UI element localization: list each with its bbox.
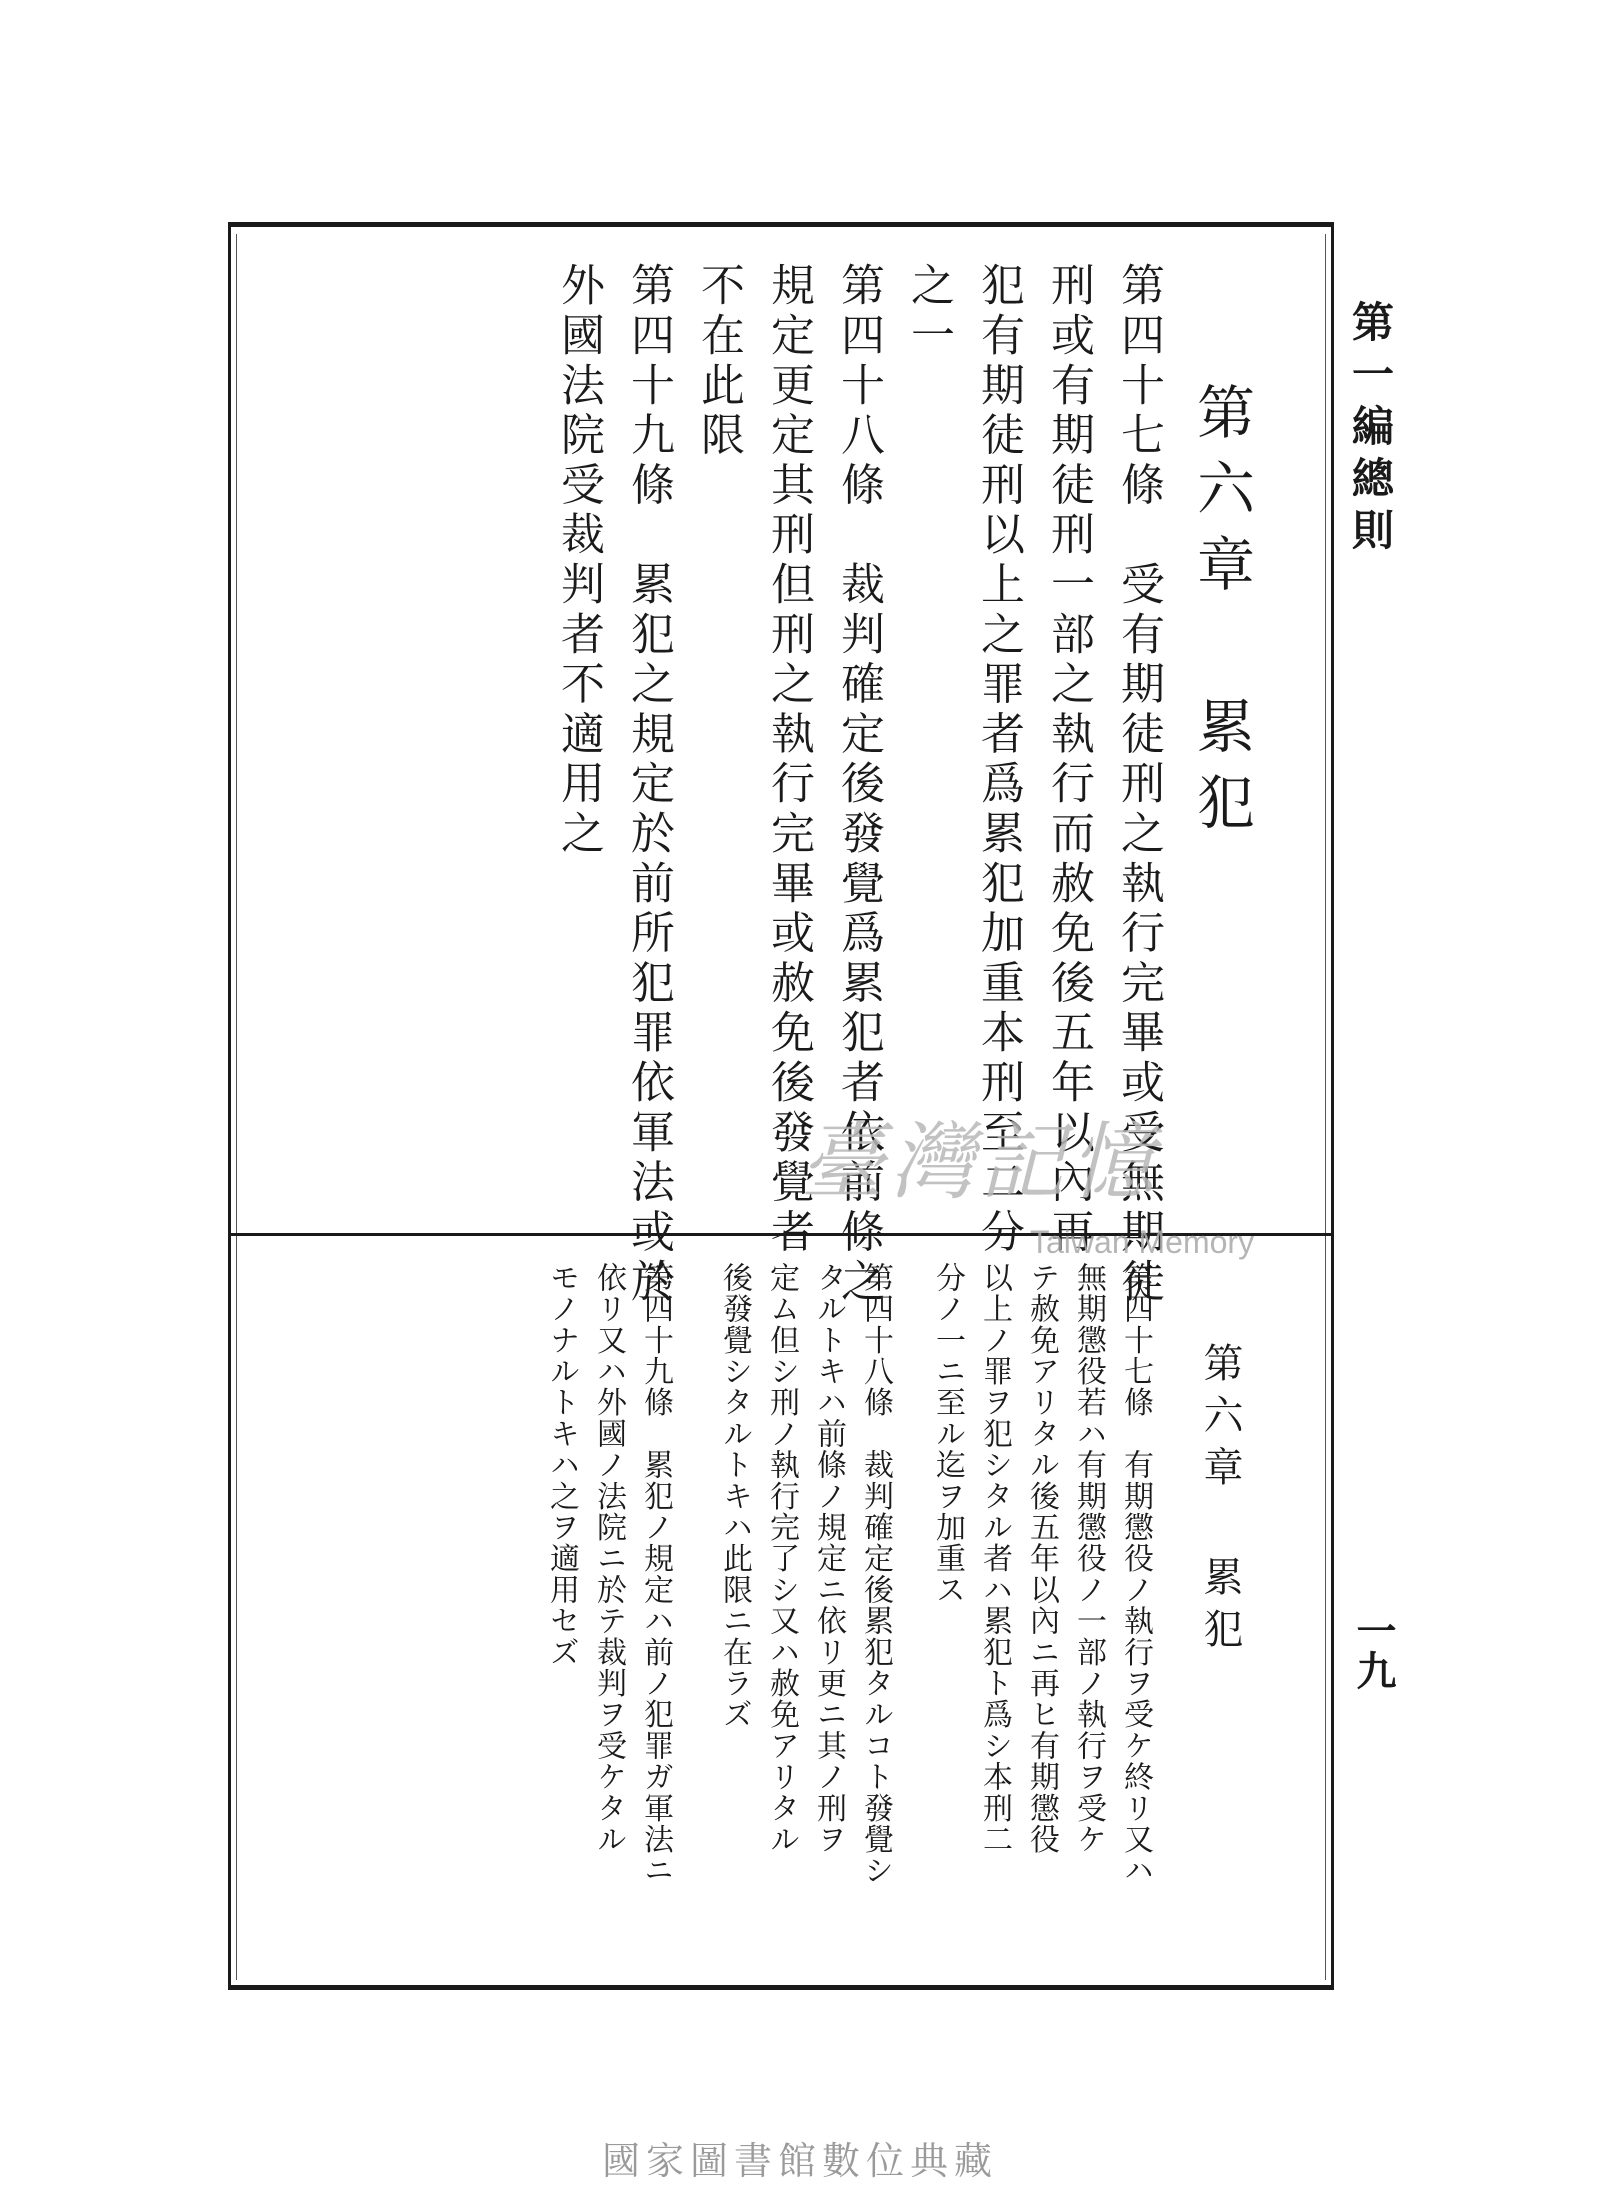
chinese-line: 第四十八條 裁判確定後發覺爲累犯者依前條之: [833, 262, 884, 1308]
chinese-line: 犯有期徒刑以上之罪者爲累犯加重本刑至二分: [973, 262, 1024, 1258]
chinese-line: 外國法院受裁判者不適用之: [553, 262, 604, 860]
japanese-line: 第四十八條 裁判確定後累犯タルコト發覺シ: [858, 1262, 893, 1886]
chinese-line: 第四十九條 累犯之規定於前所犯罪依軍法或於: [623, 262, 674, 1308]
chinese-line: 第四十七條 受有期徒刑之執行完畢或受無期徒: [1113, 262, 1164, 1308]
side-header: 第一編總則: [1346, 300, 1395, 560]
japanese-line: モノナルトキハ之ヲ適用セズ: [544, 1262, 579, 1668]
japanese-line: テ赦免アリタル後五年以內ニ再ヒ有期懲役: [1024, 1262, 1059, 1855]
japanese-line: 以上ノ罪ヲ犯シタル者ハ累犯ト爲シ本刑二: [977, 1262, 1012, 1855]
page-number: 一九: [1350, 1610, 1397, 1690]
japanese-chapter-heading: 第六章 累犯: [1197, 1342, 1243, 1660]
japanese-line: 無期懲役若ハ有期懲役ノ一部ノ執行ヲ受ケ: [1071, 1262, 1106, 1855]
chinese-line: 不在此限: [693, 262, 744, 462]
japanese-section: [300, 1262, 1300, 1942]
japanese-line: 分ノ一ニ至ル迄ヲ加重ス: [930, 1262, 965, 1606]
japanese-line: 定ム但シ刑ノ執行完了シ又ハ赦免アリタル: [764, 1262, 799, 1855]
japanese-line: 依リ又ハ外國ノ法院ニ於テ裁判ヲ受ケタル: [591, 1262, 626, 1855]
chinese-line: 刑或有期徒刑一部之執行而赦免後五年以內再: [1043, 262, 1094, 1258]
japanese-line: 第四十七條 有期懲役ノ執行ヲ受ケ終リ又ハ: [1118, 1262, 1153, 1886]
japanese-line: 第四十九條 累犯ノ規定ハ前ノ犯罪ガ軍法ニ: [638, 1262, 673, 1886]
watermark-english: Taiwan Memory: [1030, 1224, 1255, 1260]
footer-credit: 國家圖書館數位典藏: [601, 2139, 998, 2183]
watermark-chars: 臺灣記憶: [800, 1113, 1161, 1211]
chinese-line: 規定更定其刑但刑之執行完畢或赦免後發覺者: [763, 262, 814, 1258]
japanese-line: タルトキハ前條ノ規定ニ依リ更ニ其ノ刑ヲ: [811, 1262, 846, 1855]
japanese-line: 後發覺シタルトキハ此限ニ在ラズ: [717, 1262, 752, 1730]
chinese-chapter-heading: 第六章 累犯: [1187, 382, 1255, 848]
chinese-line: 之一: [903, 262, 954, 362]
